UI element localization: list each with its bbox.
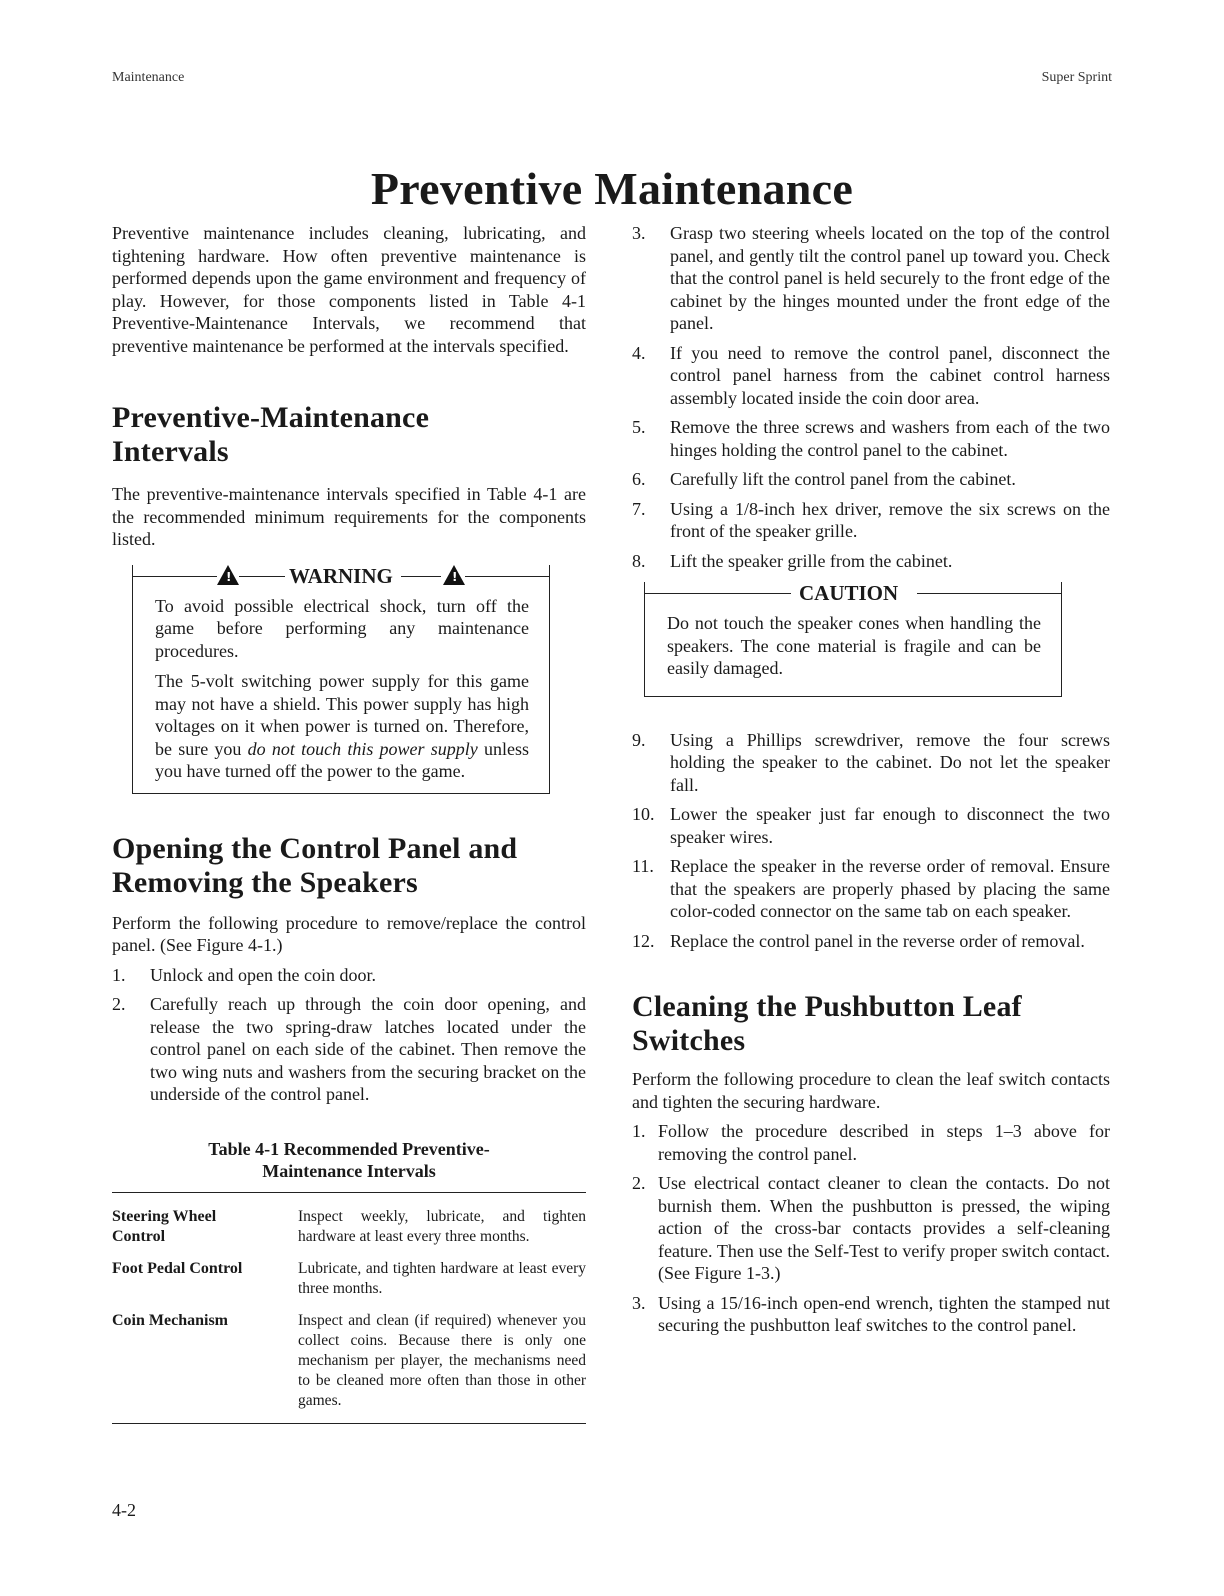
pm-intervals-paragraph: The preventive-maintenance intervals specified in Table 4-1 are the recommended minimum requirements for the components listed. [112,484,586,549]
warning-box [132,565,550,794]
caution-box [644,582,1062,697]
list-item: 1. Unlock and open the coin door. [112,964,376,985]
list-item: 5. Remove the three screws and washers from each of the two hinges holding the control panel to the cabinet. [632,417,1110,460]
warning-text-1: To avoid possible electrical shock, turn off the game before performing any maintenance procedures. [155,595,529,661]
table-row [112,1259,586,1299]
list-item: 11. Replace the speaker in the reverse order of removal. Ensure that the speakers are properly phased by placing the same color-coded connector on the same tab on each speaker. [632,856,1110,921]
opening-heading-line2: Removing the Speakers [112,865,418,899]
caution-label: CAUTION [799,581,899,605]
table-cell-interval: Lubricate, and tighten hardware at least every three months. [298,1259,586,1297]
warning-header [133,565,549,587]
table-row [112,1311,586,1411]
list-item: 8. Lift the speaker grille from the cabinet. [632,550,953,571]
cleaning-intro: Perform the following procedure to clean the leaf switch contacts and tighten the securing hardware. [632,1069,1110,1112]
list-item: 12. Replace the control panel in the reverse order of removal. [632,930,1085,951]
caution-text: Do not touch the speaker cones when handling the speakers. The cone material is fragile and can be easily damaged. [667,613,1041,678]
caution-header [645,582,1061,604]
page-number: 4-2 [112,1500,136,1520]
warning-label: WARNING [289,563,393,588]
pm-intervals-heading [112,401,586,469]
opening-heading-line1: Opening the Control Panel and [112,831,518,865]
table-cell-component: Coin Mechanism [112,1311,228,1329]
list-item: 9. Using a Phillips screwdriver, remove the four screws holding the speaker to the cabinet. Do not let the speaker fall. [632,729,1110,795]
page-title: Preventive Maintenance [370,163,854,214]
maintenance-table [112,1192,586,1424]
warning-icon: ! [443,565,465,585]
list-item: 7. Using a 1/8-inch hex driver, remove the six screws on the front of the speaker grille. [632,498,1110,541]
opening-steps-right-a [632,222,1110,572]
right-column [632,222,1110,1337]
list-item: 2. Carefully reach up through the coin door opening, and release the two spring-draw latches located under the control panel on each side of the cabinet. Then remove the two wing nuts and washers from the securing bracket on the underside of the control panel. [112,994,586,1104]
pm-intervals-heading-line2: Intervals [112,435,229,468]
warning-text-2: The 5-volt switching power supply for this game may not have a shield. This power supply has high voltages on it when power is turned on. Therefore, be sure you do not touch this power supply unless you have turned off the power to the game. [155,671,530,781]
list-item: 4. If you need to remove the control panel, disconnect the control panel harness from the cabinet control harness assembly located inside the coin door area. [632,342,1110,408]
opening-steps-right-b [632,729,1110,953]
table-cell-component: Foot Pedal Control [112,1259,243,1277]
cleaning-heading-line1: Cleaning the Pushbutton Leaf [632,990,1022,1023]
cleaning-heading [632,990,1110,1058]
list-item: 10. Lower the speaker just far enough to disconnect the two speaker wires. [632,804,1110,847]
cleaning-steps [632,1120,1110,1337]
intro-paragraph: Preventive maintenance includes cleaning, lubricating, and tightening hardware. How often preventive maintenance is performed depends upon the game environment and frequency of play. However, for those components listed in Table 4-1 Preventive-Maintenance Intervals, we recommend that preventive maintenance be performed at the intervals specified. [112,223,586,356]
list-item: 1. Follow the procedure described in steps 1–3 above for removing the control panel. [632,1121,1110,1164]
running-header-right: Super Sprint [1041,70,1112,85]
opening-heading [112,832,586,900]
table-cell-component: Steering Wheel Control [112,1207,217,1245]
opening-intro: Perform the following procedure to remove/replace the control panel. (See Figure 4-1.) [112,912,586,955]
list-item: 6. Carefully lift the control panel from the cabinet. [632,469,1016,489]
warning-icon: ! [217,565,239,585]
running-header-left: Maintenance [112,70,185,85]
list-item: 3. Using a 15/16-inch open-end wrench, tighten the stamped nut securing the pushbutton leaf switches to the control panel. [632,1292,1110,1335]
cleaning-heading-line2: Switches [632,1024,746,1057]
table-cell-interval: Inspect and clean (if required) whenever you collect coins. Because there is only one mechanism per player, the mechanisms need to be cleaned more often than those in other games. [298,1311,586,1409]
table-row [112,1207,586,1247]
list-item: 2. Use electrical contact cleaner to clean the contacts. Do not burnish them. When the pushbutton is pressed, the wiping action of the cross-bar contacts provides a self-cleaning feature. Then use the Self-Test to verify proper switch contact. (See Figure 1-3.) [632,1173,1110,1283]
warning-emphasis: do not touch this power supply [247,738,478,759]
left-column [112,222,586,1424]
table-cell-interval: Inspect weekly, lubricate, and tighten hardware at least every three months. [298,1207,586,1245]
table-title: Table 4-1 Recommended Preventive- Maintenance Intervals [208,1138,490,1181]
opening-steps-left [112,964,586,1106]
pm-intervals-heading-line1: Preventive-Maintenance [112,401,430,434]
list-item: 3. Grasp two steering wheels located on the top of the control panel, and gently tilt the control panel up toward you. Check that the control panel is held securely to the front edge of the cabinet by the hinges mounted under the front edge of the panel. [632,223,1110,333]
